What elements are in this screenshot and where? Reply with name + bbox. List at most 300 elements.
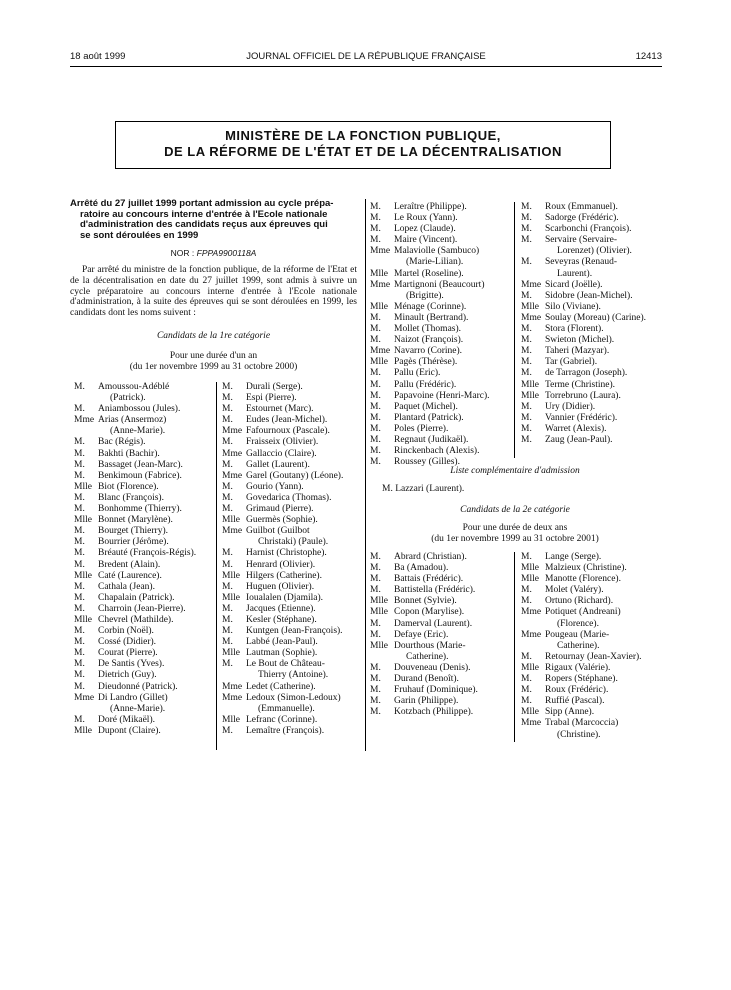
cat1-heading: Candidats de la 1re catégorie xyxy=(156,331,271,341)
list-item xyxy=(521,641,666,652)
list-item xyxy=(521,585,666,596)
candidate-name: Ortuno (Richard). xyxy=(545,596,614,607)
header-rule xyxy=(70,66,662,67)
candidate-name: Hilgers (Catherine). xyxy=(246,570,322,581)
candidate-title: M. xyxy=(370,696,381,707)
list-item xyxy=(74,471,214,482)
candidate-title xyxy=(222,537,246,548)
candidate-title: M. xyxy=(74,659,85,670)
list-item xyxy=(370,696,510,707)
candidate-name: Trabal (Marcoccia) xyxy=(545,718,619,729)
nor-label: NOR : xyxy=(170,248,195,258)
candidate-title: M. xyxy=(370,213,381,224)
candidate-name: Dourthous (Marie- xyxy=(394,640,466,651)
candidate-name: Courat (Pierre). xyxy=(98,648,158,659)
list-item xyxy=(521,324,666,335)
list-item xyxy=(74,537,214,548)
candidate-title: Mme xyxy=(521,607,542,618)
candidate-name: Harnist (Christophe). xyxy=(246,548,327,559)
candidate-title: M. xyxy=(222,548,233,559)
candidate-name: Warret (Alexis). xyxy=(545,423,607,434)
candidate-name: Plantard (Patrick). xyxy=(394,412,464,423)
candidate-name: Tar (Gabriel). xyxy=(545,357,598,368)
list-item xyxy=(222,648,362,659)
candidate-name: Paquet (Michel). xyxy=(394,401,458,412)
candidate-title: Mlle xyxy=(521,563,539,574)
candidate-name: Molet (Valéry). xyxy=(545,585,604,596)
candidate-title: M. xyxy=(370,379,381,390)
candidate-name: Minault (Bertrand). xyxy=(394,312,469,323)
candidate-name: Leraître (Philippe). xyxy=(394,202,467,212)
candidate-title: Mme xyxy=(222,692,243,703)
candidate-title: Mlle xyxy=(370,596,388,607)
list-item xyxy=(370,313,510,324)
list-item xyxy=(521,368,666,379)
list-item xyxy=(74,571,214,582)
candidate-title: Mme xyxy=(521,279,542,290)
list-item xyxy=(74,382,214,393)
candidate-title: Mlle xyxy=(222,570,240,581)
list-item xyxy=(74,715,214,726)
candidate-title: Mlle xyxy=(222,515,240,526)
candidate-title: M. xyxy=(370,585,381,596)
list-item xyxy=(222,582,362,593)
list-item xyxy=(74,626,214,637)
candidate-title: M. xyxy=(370,324,381,335)
candidate-name: Seveyras (Renaud- xyxy=(545,257,618,268)
candidate-title: Mlle xyxy=(521,301,539,312)
candidate-title xyxy=(74,426,98,437)
list-item xyxy=(222,670,362,681)
list-item xyxy=(370,368,510,379)
candidate-title: M. xyxy=(521,651,532,662)
candidate-title: M. xyxy=(370,563,381,574)
candidate-title: M. xyxy=(74,537,85,548)
candidate-title: M. xyxy=(370,552,381,562)
arrete-title-line1: Arrêté du 27 juillet 1999 portant admission au cycle prépa- xyxy=(70,198,334,209)
candidate-title: M. xyxy=(370,202,381,212)
candidate-name: Pagès (Thérèse). xyxy=(394,357,458,368)
candidate-name: Chevrel (Mathilde). xyxy=(98,614,174,625)
candidate-name: Bonnet (Sylvie). xyxy=(394,596,457,607)
list-item xyxy=(521,280,666,291)
list-item xyxy=(370,291,510,302)
candidate-title: Mme xyxy=(370,246,391,257)
list-item xyxy=(74,682,214,693)
candidate-name: Roussey (Gilles). xyxy=(394,457,460,468)
ministry-title-line1: MINISTÈRE DE LA FONCTION PUBLIQUE, xyxy=(225,128,501,143)
candidate-name: Servaire (Servaire- xyxy=(545,235,618,246)
candidate-title: M. xyxy=(222,459,233,470)
candidate-name: Bourget (Thierry). xyxy=(98,526,168,537)
list-item xyxy=(370,435,510,446)
list-item xyxy=(370,302,510,313)
candidate-title: Mme xyxy=(521,718,542,729)
candidate-name: Huguen (Olivier). xyxy=(246,581,315,592)
candidate-title: M. xyxy=(370,662,381,673)
complementary-heading: Liste complémentaire d'admission xyxy=(450,466,580,476)
cat1-list-col2 xyxy=(222,382,362,737)
arrete-body: Par arrêté du ministre de la fonction publique, de la réforme de l'Etat et de la décentralisation en date du 27 juillet 1999, sont admis à suivre un cycle préparatoire au concours interne d'entrée à l'Ecole nationale d'administration, à la suite des épreuves qui se sont déroulées en 1999, les candidats dont les noms suivent : xyxy=(70,265,357,319)
candidate-title: M. xyxy=(74,548,85,559)
candidate-name: Le Bout de Château- xyxy=(246,659,325,670)
candidate-name: Garel (Goutany) (Léone). xyxy=(246,470,344,481)
candidate-title: M. xyxy=(222,415,233,426)
candidate-title xyxy=(222,670,246,681)
candidate-title: M. xyxy=(74,382,85,392)
candidate-name: Arias (Ansermoz) xyxy=(98,415,167,426)
list-item xyxy=(74,648,214,659)
list-item xyxy=(74,515,214,526)
candidate-name: Lemaître (François). xyxy=(246,725,325,736)
candidate-title: M. xyxy=(222,404,233,415)
candidate-name: Lopez (Claude). xyxy=(394,224,456,235)
cat2-period: (du 1er novembre 1999 au 31 octobre 2001) xyxy=(431,534,599,544)
candidate-name: Sidobre (Jean-Michel). xyxy=(545,290,633,301)
list-item xyxy=(74,548,214,559)
list-item xyxy=(521,424,666,435)
list-item xyxy=(74,393,214,404)
candidate-name: Bourrier (Jérôme). xyxy=(98,537,169,548)
candidate-name: Manotte (Florence). xyxy=(545,574,621,585)
candidate-name: Gourio (Yann). xyxy=(246,481,304,492)
list-item xyxy=(222,526,362,537)
candidate-title: M. xyxy=(370,335,381,346)
candidate-title: M. xyxy=(74,681,85,692)
candidate-title: M. xyxy=(521,346,532,357)
list-item xyxy=(521,291,666,302)
list-item xyxy=(521,607,666,618)
candidate-title: M. xyxy=(370,434,381,445)
cat2-heading: Candidats de la 2e catégorie xyxy=(460,505,570,515)
candidate-name: Potiquet (Andreani) xyxy=(545,607,621,618)
candidate-name: Kuntgen (Jean-François). xyxy=(246,626,343,637)
list-item xyxy=(370,224,510,235)
candidate-name: Soulay (Moreau) (Carine). xyxy=(545,312,647,323)
list-item xyxy=(74,437,214,448)
candidate-title: M. xyxy=(370,412,381,423)
candidate-title: M. xyxy=(521,213,532,224)
candidate-name: Martel (Roseline). xyxy=(394,268,464,279)
candidate-name: Abrard (Christian). xyxy=(394,552,467,562)
list-item xyxy=(370,596,510,607)
candidate-name: Pallu (Eric). xyxy=(394,368,441,379)
candidate-name: Blanc (François). xyxy=(98,492,164,503)
candidate-title: Mlle xyxy=(74,725,92,736)
column-divider xyxy=(365,199,366,751)
arrete-title-line2: ratoire au concours interne d'entrée à l'Ecole nationale xyxy=(80,208,328,220)
candidate-title: M. xyxy=(521,202,532,212)
candidate-name: Espi (Pierre). xyxy=(246,393,297,404)
candidate-name: Damerval (Laurent). xyxy=(394,618,473,629)
list-item xyxy=(370,202,510,213)
list-item xyxy=(370,552,510,563)
candidate-name: (Florence). xyxy=(557,618,599,629)
list-item xyxy=(370,257,510,268)
candidate-title xyxy=(370,652,394,663)
candidate-name: Jacques (Etienne). xyxy=(246,603,316,614)
candidate-title: M. xyxy=(521,696,532,707)
list-item xyxy=(222,404,362,415)
list-item xyxy=(222,382,362,393)
candidate-title: M. xyxy=(74,404,85,415)
candidate-name: Fafournoux (Pascale). xyxy=(246,426,330,437)
candidate-title: Mlle xyxy=(521,707,539,718)
candidate-title xyxy=(521,246,545,257)
candidate-title: Mlle xyxy=(74,570,92,581)
candidate-title: M. xyxy=(74,637,85,648)
list-item xyxy=(222,504,362,515)
list-item xyxy=(370,641,510,652)
list-item xyxy=(74,482,214,493)
candidate-name: Bonhomme (Thierry). xyxy=(98,504,182,515)
candidate-name: Dieudonné (Patrick). xyxy=(98,681,178,692)
candidate-name: Christaki) (Paule). xyxy=(258,537,329,548)
candidate-name: Corbin (Noël). xyxy=(98,626,154,637)
candidate-name: Kotzbach (Philippe). xyxy=(394,707,474,718)
candidate-name: Navarro (Corine). xyxy=(394,346,463,357)
list-item xyxy=(370,413,510,424)
candidate-name: Malzieux (Christine). xyxy=(545,563,627,574)
candidate-name: Bakhti (Bachir). xyxy=(98,448,160,459)
candidate-title: Mme xyxy=(521,312,542,323)
list-item xyxy=(370,246,510,257)
list-item xyxy=(521,563,666,574)
candidate-name: Benkimoun (Fabrice). xyxy=(98,470,182,481)
candidate-name: Roux (Frédéric). xyxy=(545,685,609,696)
cat1-list-col4 xyxy=(521,202,666,446)
list-item xyxy=(370,424,510,435)
candidate-title: M. xyxy=(521,368,532,379)
list-item xyxy=(222,493,362,504)
candidate-title: M. xyxy=(222,492,233,503)
candidate-name: Bassaget (Jean-Marc). xyxy=(98,459,183,470)
list-item xyxy=(370,324,510,335)
candidate-name: Eudes (Jean-Michel). xyxy=(246,415,328,426)
arrete-title-line3: d'administration des candidats reçus aux épreuves qui xyxy=(80,219,328,231)
candidate-name: Grimaud (Pierre). xyxy=(246,504,314,515)
list-item xyxy=(222,482,362,493)
list-item xyxy=(74,493,214,504)
candidate-name: Taheri (Mazyar). xyxy=(545,346,610,357)
list-item xyxy=(222,471,362,482)
candidate-name: Roux (Emmanuel). xyxy=(545,202,618,212)
candidate-title: M. xyxy=(370,390,381,401)
candidate-name: de Tarragon (Joseph). xyxy=(545,368,628,379)
candidate-title xyxy=(521,619,545,630)
candidate-title xyxy=(521,269,545,280)
list-item xyxy=(521,707,666,718)
list-item xyxy=(222,548,362,559)
candidate-name: Catherine). xyxy=(406,651,449,662)
list-item xyxy=(521,619,666,630)
candidate-title xyxy=(370,257,394,268)
list-item xyxy=(370,707,510,718)
list-item xyxy=(222,682,362,693)
list-item xyxy=(370,563,510,574)
candidate-name: (Anne-Marie). xyxy=(110,426,166,437)
candidate-title: M. xyxy=(74,459,85,470)
candidate-name: Defaye (Eric). xyxy=(394,629,449,640)
candidate-title: Mlle xyxy=(74,515,92,526)
candidate-title: M. xyxy=(370,224,381,235)
ministry-title-line2: DE LA RÉFORME DE L'ÉTAT ET DE LA DÉCENTRALISATION xyxy=(164,144,562,159)
candidate-title: M. xyxy=(222,481,233,492)
list-item xyxy=(370,585,510,596)
candidate-name: Retournay (Jean-Xavier). xyxy=(545,651,642,662)
candidate-name: Pallu (Frédéric). xyxy=(394,379,457,390)
candidate-title: Mlle xyxy=(74,481,92,492)
list-item xyxy=(222,604,362,615)
list-item xyxy=(370,402,510,413)
candidate-title: M. xyxy=(370,629,381,640)
candidate-name: Bredent (Alain). xyxy=(98,559,161,570)
cat1-list-col3 xyxy=(370,202,510,468)
candidate-title: Mlle xyxy=(222,714,240,725)
list-item xyxy=(74,449,214,460)
list-item xyxy=(74,415,214,426)
candidate-name: (Patrick). xyxy=(110,393,146,404)
list-item xyxy=(222,626,362,637)
list-item xyxy=(521,313,666,324)
candidate-name: Gallet (Laurent). xyxy=(246,459,310,470)
list-item xyxy=(222,449,362,460)
candidate-name: Scarbonchi (François). xyxy=(545,224,632,235)
candidate-title: M. xyxy=(74,648,85,659)
list-item xyxy=(222,515,362,526)
list-item xyxy=(222,715,362,726)
complementary-entry: M. Lazzari (Laurent). xyxy=(382,484,465,494)
list-item xyxy=(74,560,214,571)
candidate-title: M. xyxy=(370,368,381,379)
candidate-title: Mlle xyxy=(370,640,388,651)
list-item xyxy=(74,704,214,715)
list-item xyxy=(370,391,510,402)
list-item xyxy=(370,335,510,346)
candidate-title: Mme xyxy=(74,415,95,426)
candidate-name: Cossé (Didier). xyxy=(98,637,157,648)
candidate-title: M. xyxy=(74,670,85,681)
list-item xyxy=(222,615,362,626)
list-item xyxy=(74,426,214,437)
candidate-title: Mme xyxy=(222,426,243,437)
list-item xyxy=(370,357,510,368)
candidate-title xyxy=(222,704,246,715)
candidate-name: Bonnet (Marylène). xyxy=(98,515,173,526)
candidate-title: Mlle xyxy=(222,592,240,603)
page-header xyxy=(70,51,662,65)
list-item xyxy=(521,346,666,357)
candidate-title: M. xyxy=(74,626,85,637)
candidate-title: M. xyxy=(222,382,233,392)
candidate-title: M. xyxy=(222,504,233,515)
list-item xyxy=(74,404,214,415)
candidate-name: Stora (Florent). xyxy=(545,324,604,335)
list-item xyxy=(74,693,214,704)
list-item xyxy=(521,718,666,729)
candidate-title: M. xyxy=(222,437,233,448)
candidate-name: Sicard (Joëlle). xyxy=(545,279,603,290)
list-item xyxy=(521,663,666,674)
candidate-name: Ury (Didier). xyxy=(545,401,596,412)
candidate-name: Rigaux (Valérie). xyxy=(545,662,611,673)
list-item xyxy=(222,659,362,670)
list-item xyxy=(74,659,214,670)
candidate-name: Henrard (Olivier). xyxy=(246,559,316,570)
list-item xyxy=(521,574,666,585)
column-divider xyxy=(514,552,515,742)
candidate-name: Garin (Philippe). xyxy=(394,696,459,707)
candidate-title xyxy=(521,730,545,741)
candidate-name: Martignoni (Beaucourt) xyxy=(394,279,485,290)
candidate-title: M. xyxy=(521,552,532,562)
candidate-name: (Emmanuelle). xyxy=(258,703,315,714)
candidate-name: Battais (Frédéric). xyxy=(394,574,464,585)
nor-reference xyxy=(70,248,357,258)
candidate-name: (Christine). xyxy=(557,729,601,740)
candidate-name: Catherine). xyxy=(557,640,600,651)
list-item xyxy=(521,380,666,391)
candidate-title: M. xyxy=(521,423,532,434)
list-item xyxy=(370,607,510,618)
candidate-title: M. xyxy=(74,559,85,570)
candidate-title: M. xyxy=(222,393,233,404)
list-item xyxy=(74,670,214,681)
candidate-title: Mme xyxy=(222,681,243,692)
candidate-title: Mlle xyxy=(521,574,539,585)
candidate-name: Durali (Serge). xyxy=(246,382,303,392)
candidate-name: Malaviolle (Sambuco) xyxy=(394,246,480,257)
list-item xyxy=(222,571,362,582)
candidate-title: M. xyxy=(521,401,532,412)
list-item xyxy=(521,224,666,235)
candidate-name: Sipp (Anne). xyxy=(545,707,595,718)
candidate-name: Lautman (Sophie). xyxy=(246,648,318,659)
candidate-title: M. xyxy=(222,603,233,614)
candidate-name: Biot (Florence). xyxy=(98,481,159,492)
candidate-title: M. xyxy=(370,685,381,696)
candidate-name: Doré (Mikaël). xyxy=(98,714,155,725)
candidate-title: Mme xyxy=(521,629,542,640)
candidate-name: Laurent). xyxy=(557,268,593,279)
list-item xyxy=(370,280,510,291)
list-item xyxy=(370,630,510,641)
candidate-title: Mme xyxy=(222,470,243,481)
candidate-title: M. xyxy=(521,335,532,346)
candidate-name: Poles (Pierre). xyxy=(394,423,449,434)
candidate-name: Estournet (Marc). xyxy=(246,404,314,415)
candidate-name: Caté (Laurence). xyxy=(98,570,162,581)
candidate-name: Swieton (Michel). xyxy=(545,335,615,346)
candidate-title: M. xyxy=(222,614,233,625)
candidate-title: Mlle xyxy=(370,268,388,279)
candidate-name: Lorenzet) (Olivier). xyxy=(557,246,632,257)
list-item xyxy=(74,593,214,604)
candidate-title: M. xyxy=(521,434,532,445)
candidate-title: M. xyxy=(521,674,532,685)
list-item xyxy=(222,726,362,737)
list-item xyxy=(370,674,510,685)
candidate-name: Durand (Benoît). xyxy=(394,674,459,685)
candidate-title xyxy=(370,291,394,302)
candidate-title: M. xyxy=(370,446,381,457)
candidate-name: Ledet (Catherine). xyxy=(246,681,316,692)
candidate-name: Lefranc (Corinne). xyxy=(246,714,318,725)
candidate-name: Ropers (Stéphane). xyxy=(545,674,618,685)
candidate-title: Mlle xyxy=(370,607,388,618)
list-item xyxy=(370,346,510,357)
candidate-name: Guermès (Sophie). xyxy=(246,515,318,526)
